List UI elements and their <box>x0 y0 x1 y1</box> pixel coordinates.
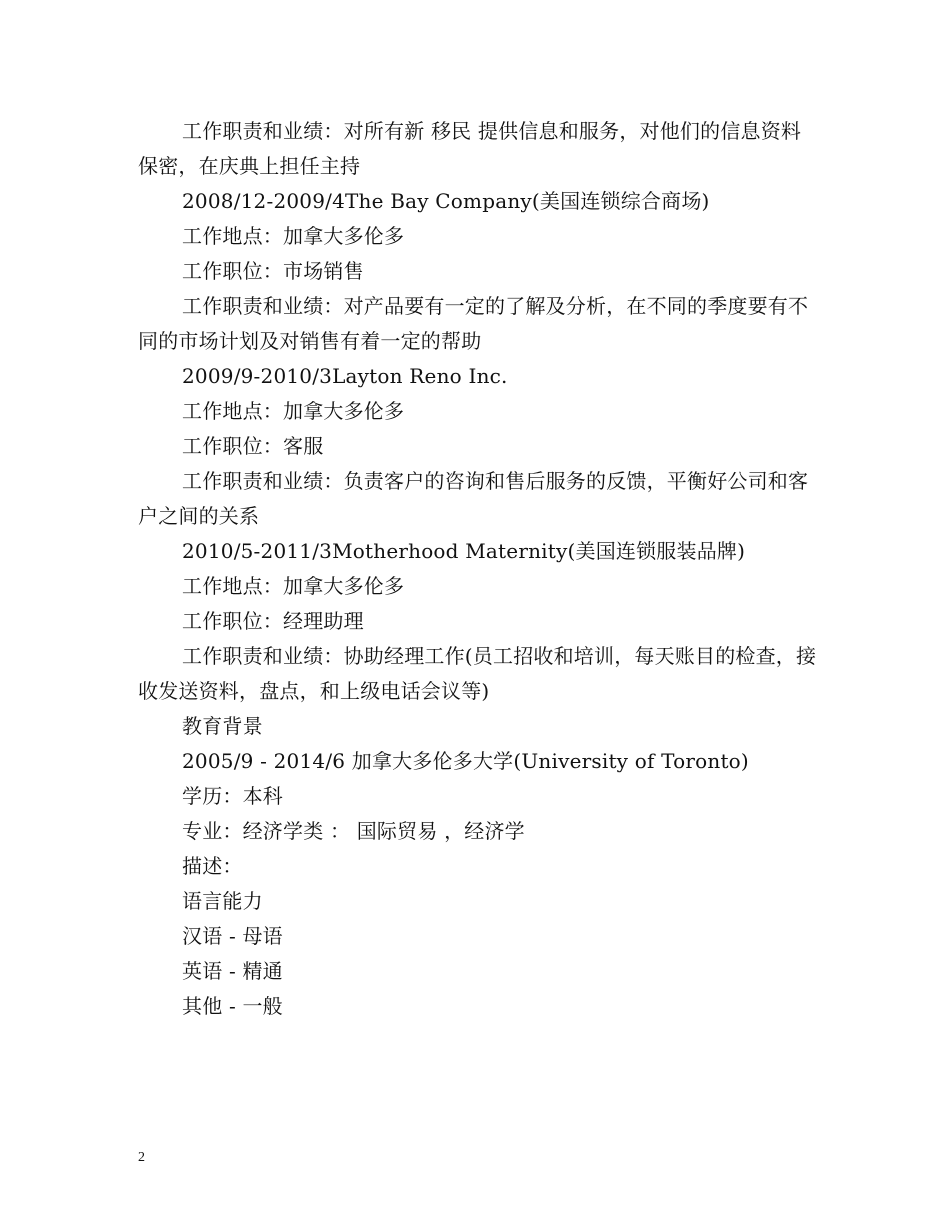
paragraph: 工作职位：市场销售 <box>182 259 364 283</box>
section-heading-education: 教育背景 <box>182 714 263 738</box>
paragraph: 工作职责和业绩：对产品要有一定的了解及分析，在不同的季度要有不同的市场计划及对销售有着一定的帮助 <box>138 294 809 353</box>
section-heading-languages: 语言能力 <box>182 889 263 913</box>
paragraph: 工作职位：客服 <box>182 434 324 458</box>
paragraph: 工作地点：加拿大多伦多 <box>182 224 405 248</box>
paragraph: 专业：经济学类 ： 国际贸易 ，经济学 <box>182 819 525 843</box>
language-item: 英语 - 精通 <box>182 959 283 983</box>
paragraph: 学历：本科 <box>182 784 283 808</box>
document-body <box>138 114 818 1024</box>
language-item: 其他 - 一般 <box>182 994 283 1018</box>
paragraph: 工作职责和业绩：负责客户的咨询和售后服务的反馈，平衡好公司和客户之间的关系 <box>138 469 809 528</box>
paragraph: 描述： <box>182 854 243 878</box>
paragraph: 工作地点：加拿大多伦多 <box>182 574 405 598</box>
job-heading: 2010/5-2011/3Motherhood Maternity(美国连锁服装品牌) <box>182 539 746 563</box>
job-heading: 2008/12-2009/4The Bay Company(美国连锁综合商场) <box>182 189 710 213</box>
job-heading: 2009/9-2010/3Layton Reno Inc. <box>182 364 508 388</box>
paragraph: 工作职责和业绩：对所有新 移民 提供信息和服务，对他们的信息资料保密，在庆典上担任主持 <box>138 119 802 178</box>
paragraph: 工作地点：加拿大多伦多 <box>182 399 405 423</box>
paragraph: 工作职责和业绩：协助经理工作(员工招收和培训，每天账目的检查，接收发送资料，盘点，和上级电话会议等) <box>138 644 817 703</box>
language-item: 汉语 - 母语 <box>182 924 283 948</box>
paragraph: 工作职位：经理助理 <box>182 609 364 633</box>
education-entry: 2005/9 - 2014/6 加拿大多伦多大学(University of Toronto) <box>182 749 749 773</box>
page-number: 2 <box>138 1150 145 1165</box>
